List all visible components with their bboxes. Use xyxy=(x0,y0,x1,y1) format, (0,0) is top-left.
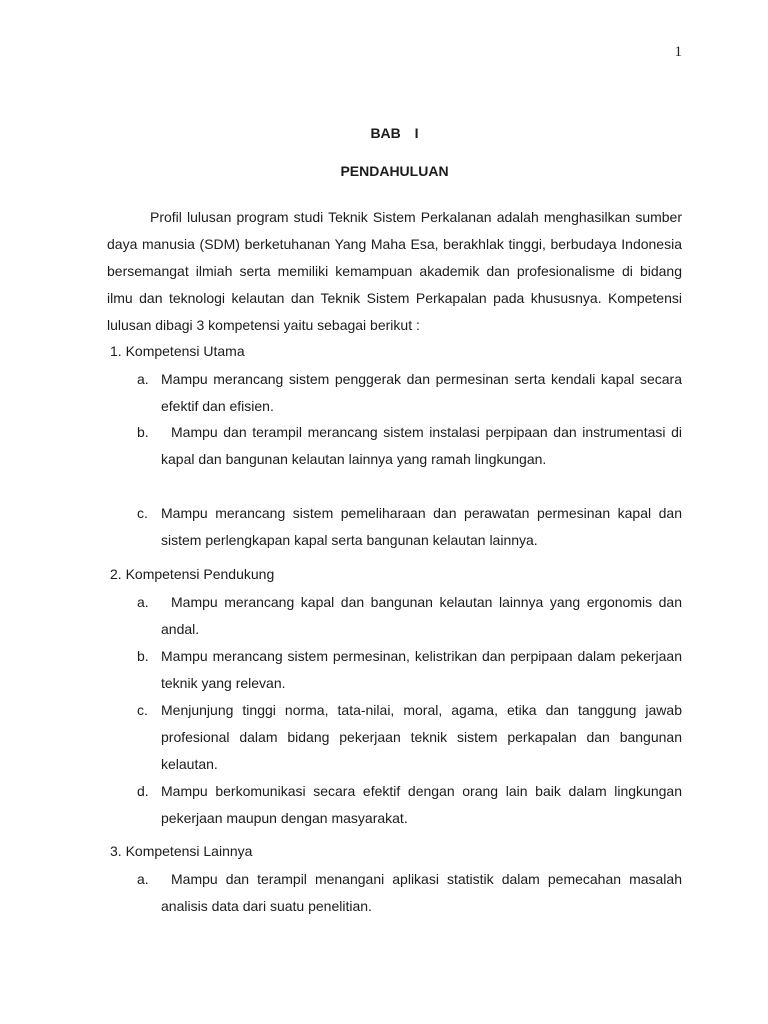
list-item-text: Mampu dan terampil merancang sistem instalasi perpipaan dan instrumentasi di kapal dan bangunan kelautan lainnya yang ramah lingkungan. xyxy=(161,424,682,467)
list-item-text: Mampu merancang sistem penggerak dan permesinan serta kendali kapal secara efektif dan efisien. xyxy=(161,371,682,414)
list-item-text: Mampu merancang sistem permesinan, kelistrikan dan perpipaan dalam pekerjaan teknik yang relevan. xyxy=(161,648,682,691)
chapter-number: BAB I xyxy=(370,125,419,141)
list-marker: c. xyxy=(137,702,148,718)
intro-paragraph: Profil lulusan program studi Teknik Sistem Perkalanan adalah menghasilkan sumber daya manusia (SDM) berketuhanan Yang Maha Esa, berakhlak tinggi, berbudaya Indonesia bersemangat ilmiah serta memiliki kemampuan akademik dan profesionalisme di bidang ilmu dan teknologi kelautan dan Teknik Sistem Perkapalan pada khususnya. Kompetensi lulusan dibagi 3 kompetensi yaitu sebagai berikut : xyxy=(107,209,682,333)
section-heading: 3. Kompetensi Lainnya xyxy=(110,843,253,859)
list-item xyxy=(137,366,682,420)
list-item-text: Mampu dan terampil menangani aplikasi statistik dalam pemecahan masalah analisis data dari suatu penelitian. xyxy=(161,871,682,914)
list-item-text: Mampu merancang kapal dan bangunan kelautan lainnya yang ergonomis dan andal. xyxy=(161,594,682,637)
section-heading: 1. Kompetensi Utama xyxy=(110,343,245,359)
list-marker: b. xyxy=(137,648,149,664)
list-item xyxy=(137,778,682,832)
list-marker: b. xyxy=(137,424,149,440)
page-number: 1 xyxy=(674,44,682,60)
list-marker: a. xyxy=(137,871,149,887)
section-heading: 2. Kompetensi Pendukung xyxy=(110,566,275,582)
list-item xyxy=(137,419,682,473)
list-marker: d. xyxy=(137,783,149,799)
list-item xyxy=(137,589,682,643)
list-item xyxy=(137,697,682,778)
chapter-title: PENDAHULUAN xyxy=(340,163,449,179)
list-item-text: Mampu merancang sistem pemeliharaan dan perawatan permesinan kapal dan sistem perlengkapan kapal serta bangunan kelautan lainnya. xyxy=(161,505,682,548)
list-marker: c. xyxy=(137,505,148,521)
list-marker: a. xyxy=(137,594,149,610)
list-item-text: Menjunjung tinggi norma, tata-nilai, moral, agama, etika dan tanggung jawab profesional dalam bidang pekerjaan teknik sistem perkapalan dan bangunan kelautan. xyxy=(161,702,682,772)
list-item xyxy=(137,866,682,920)
list-marker: a. xyxy=(137,371,149,387)
list-item xyxy=(137,643,682,697)
list-item xyxy=(137,500,682,554)
list-item-text: Mampu berkomunikasi secara efektif dengan orang lain baik dalam lingkungan pekerjaan maupun dengan masyarakat. xyxy=(161,783,682,826)
